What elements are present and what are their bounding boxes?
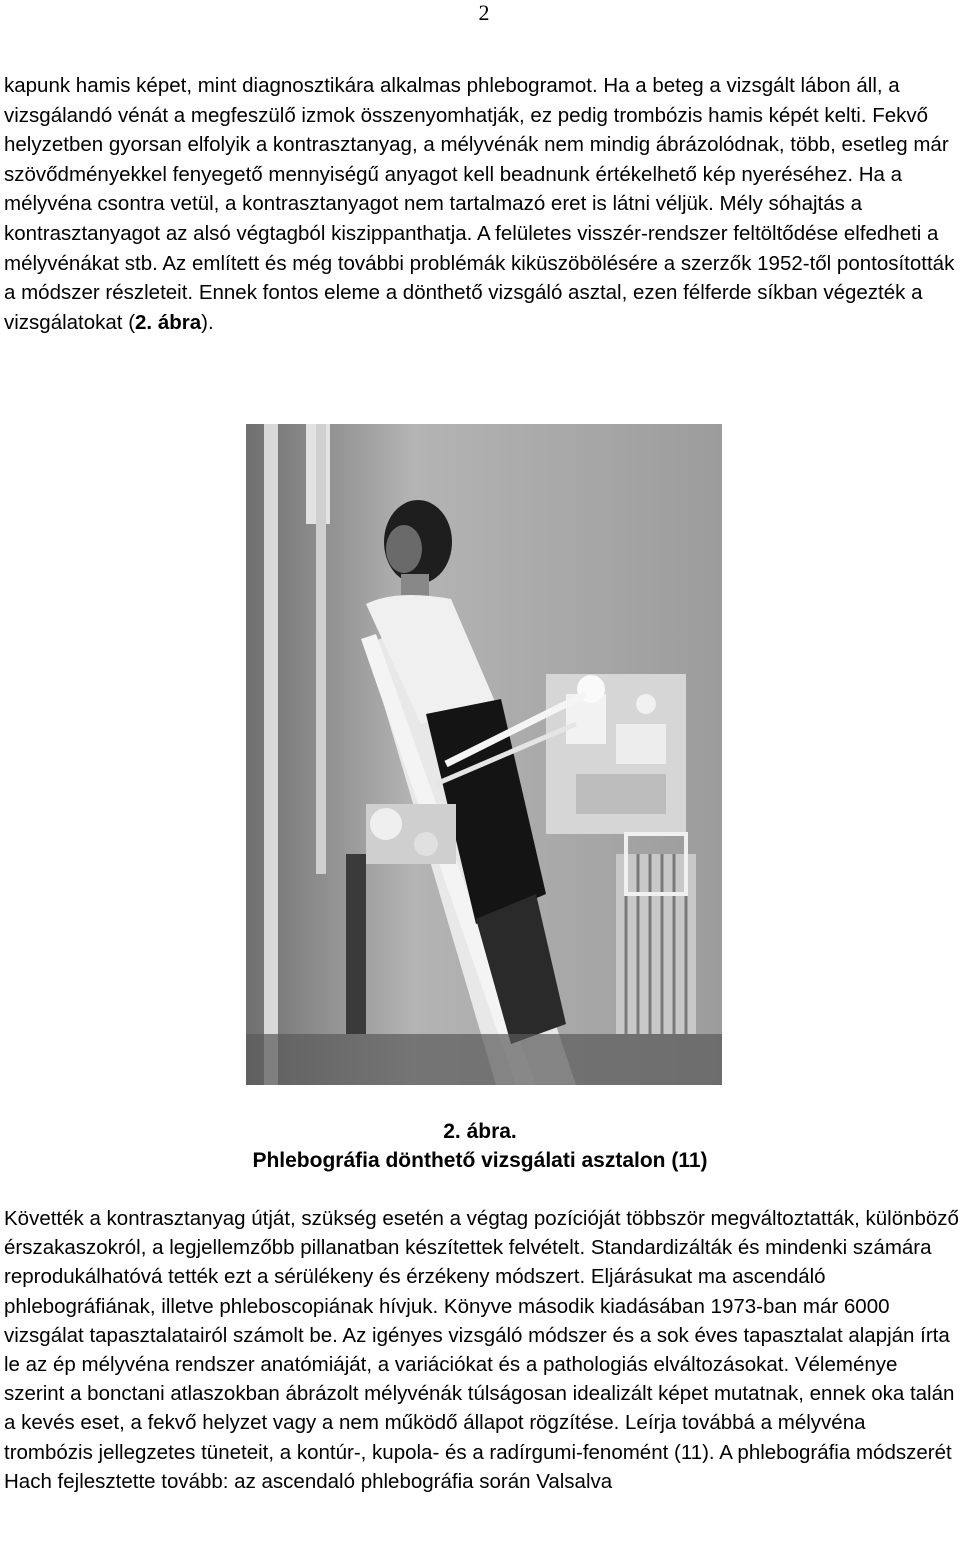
paragraph-1-text: kapunk hamis képet, mint diagnosztikára alkalmas phlebogramot. Ha a beteg a vizsgált lábon áll, a vizsgálandó vénát a megfeszülő izmok összenyomhatják, ez pedig trombózis hamis képét kelti. Fekvő helyzetben gyorsan elfolyik a kontrasztanyag, a mélyvénák nem mindig ábrázolódnak, több, esetleg már szövődményekkel fenyegető mennyiségű anyagot kell beadnunk értékelhető kép nyeréséhez. Ha a mélyvéna csontra vetül, a kontrasztanyagot nem tartalmazó eret is látni véljük. Mély sóhajtás a kontrasztanyagot az alsó végtagból kiszippanthatja. A felületes visszér-rendszer feltöltődése elfedheti a mélyvénákat stb. Az említett és még további problémák kiküszöbölésére a szerzők 1952-től pontosították a módszer részleteit. Ennek fontos eleme a dönthető vizsgáló asztal, ezen félferde síkban végezték a vizsgálatokat ( [4,74,955,334]
body-paragraph-2: Követték a kontrasztanyag útját, szükség esetén a végtag pozícióját többször megváltoztatták, különböző érszakaszokról, a legjellemzőbb pillanatban készítettek felvételt. Standardizálták és mindenki számára reprodukálhatóvá tették ezt a sérülékeny és érzékeny módszert. Eljárásukat ma ascendáló phlebográfiának, illetve phleboscopiának hívjuk. Könyve második kiadásában 1973-ban már 6000 vizsgálat tapasztalatairól számolt be. Az igényes vizsgáló módszer és a sok éves tapasztalat alapján írta le az ép mélyvéna rendszer anatómiáját, a variációkat és a pathologiás elváltozásokat. Véleménye szerint a bonctani atlaszokban ábrázolt mélyvénák túlságosan idealizált képet mutatnak, ennek oka talán a kevés eset, a fekvő helyzet vagy a nem működő állapot rögzítése. Leírja továbbá a mélyvéna trombózis jellegzetes tüneteit, a kontúr-, kupola- és a radírgumi-fenomént (11). A phlebográfia módszerét Hach fejlesztette tovább: az ascendaló phlebográfia során Valsalva [4,1207,959,1493]
page-number: 2 [478,0,490,25]
vertical-rail [316,424,326,874]
photo-illustration [246,424,722,1085]
floor [246,1034,722,1085]
body-paragraph-1 [4,71,959,337]
figure-reference: 2. ábra [135,310,202,334]
figure-number: 2. ábra. [443,1120,517,1143]
figure-caption: Phlebográfia dönthető vizsgálati asztalon (11) [252,1149,708,1172]
paragraph-1-tail: ). [201,310,214,334]
figure-photo-tilting-table [246,424,722,1085]
stand-pole [264,424,278,1085]
